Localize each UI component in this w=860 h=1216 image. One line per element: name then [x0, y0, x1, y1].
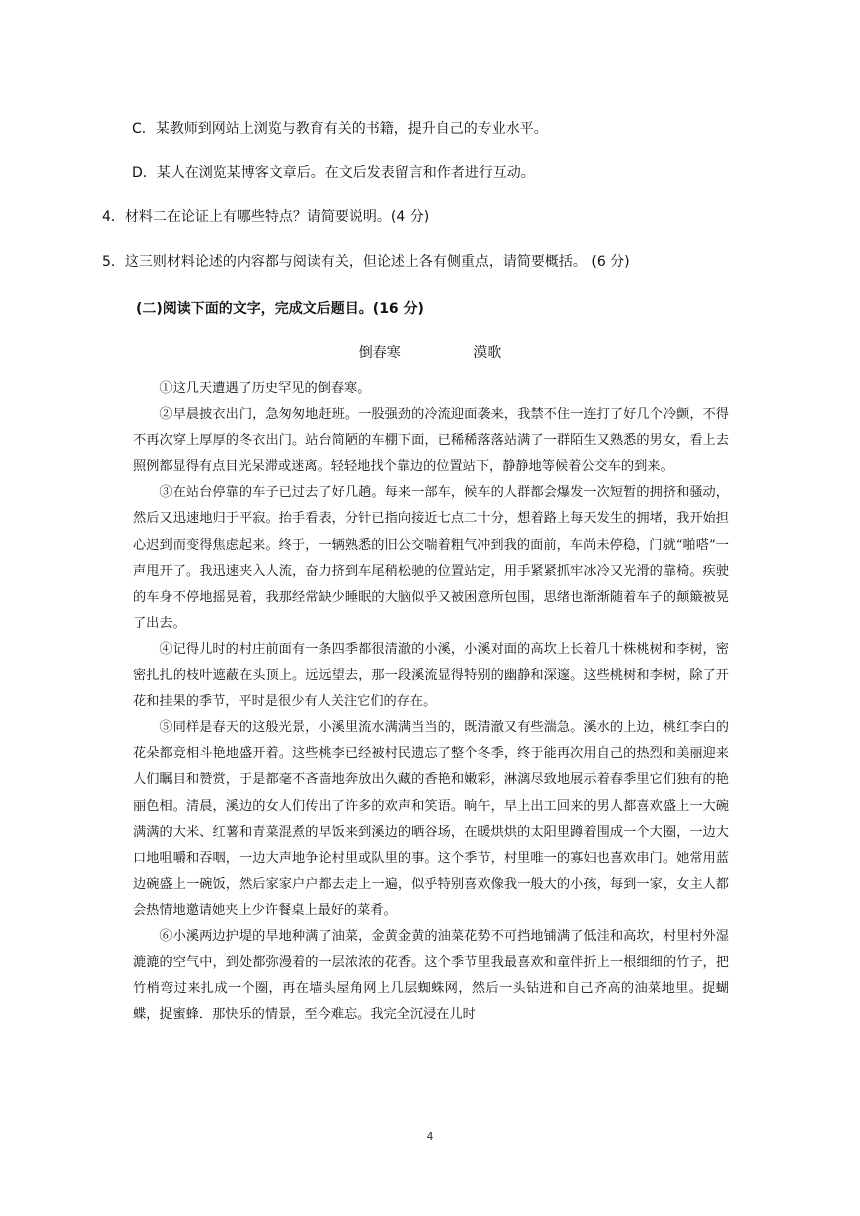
article-header [0, 343, 860, 363]
page-number: 4 [426, 1130, 434, 1143]
article-paragraph-2: ②早晨披衣出门，急匆匆地赶班。一股强劲的冷流迎面袭来，我禁不住一连打了好几个冷颤，不得不再次穿上厚厚的冬衣出门。站台简陋的车棚下面，已稀稀落落站满了一群陌生又熟悉的男女，看上去照例都显得有点目光呆滞或迷离。轻轻地找个靠边的位置站下，静静地等候着公交车的到来。 [133, 407, 729, 475]
section-heading: (二)阅读下面的文字，完成文后题目。(16 分) [136, 301, 424, 317]
article-paragraph-6: ⑥小溪两边护堤的旱地种满了油菜，金黄金黄的油菜花势不可挡地铺满了低洼和高坎，村里村外湿漉漉的空气中，到处都弥漫着的一层浓浓的花香。这个季节里我最喜欢和童伴折上一根细细的竹子，把竹梢弯过来扎成一个圈，再在墙头屋角网上几层蜘蛛网，然后一头钻进和自己齐高的油菜地里。捉蝴蝶，捉蜜蜂．那快乐的情景，至今难忘。我完全沉浸在儿时 [133, 928, 729, 1023]
question-4: 4．材料二在论证上有哪些特点？请简要说明。(4 分) [102, 209, 430, 225]
article-author: 漠歌 [473, 345, 502, 361]
article-title: 倒春寒 [358, 345, 401, 361]
article-paragraph-5: ⑤同样是春天的这般光景，小溪里流水满满当当的，既清澈又有些湍急。溪水的上边，桃红李白的花朵都竞相斗艳地盛开着。这些桃李已经被村民遗忘了整个冬季，终于能再次用自己的热烈和美丽迎来人们瞩目和赞赏，于是都毫不吝啬地奔放出久藏的香艳和嫩彩，淋漓尽致地展示着春季里它们独有的艳丽色相。清晨，溪边的女人们传出了许多的欢声和笑语。晌午，早上出工回来的男人都喜欢盛上一大碗满满的大米、红薯和青菜混煮的早饭来到溪边的晒谷场，在暖烘烘的太阳里蹲着围成一个大圈，一边大口地咀嚼和吞咽，一边大声地争论村里或队里的事。这个季节，村里唯一的寡妇也喜欢串门。她常用蓝边碗盛上一碗饭，然后家家户户都去走上一遍，似乎特别喜欢像我一般大的小孩，每到一家，女主人都会热情地邀请她夹上少许餐桌上最好的菜肴。 [133, 720, 729, 918]
option-c: C．某教师到网站上浏览与教育有关的书籍，提升自己的专业水平。 [132, 121, 548, 137]
article-body [133, 376, 729, 1028]
option-d: D．某人在浏览某博客文章后。在文后发表留言和作者进行互动。 [132, 165, 535, 181]
article-paragraph-3: ③在站台停靠的车子已过去了好几趟。每来一部车，候车的人群都会爆发一次短暂的拥挤和骚动，然后又迅速地归于平寂。抬手看表，分针已指向接近七点二十分，想着路上每天发生的拥堵，我开始担心迟到而变得焦虑起来。终于，一辆熟悉的旧公交喘着粗气冲到我的面前，车尚未停稳，门就“啪嗒”一声甩开了。我迅速夹入人流，奋力挤到车尾稍松驰的位置站定，用手紧紧抓牢冰冷又光滑的靠椅。疾驶的车身不停地摇晃着，我那经常缺少睡眠的大脑似乎又被困意所包围，思绪也渐渐随着车子的颠簸被晃了出去。 [133, 485, 729, 631]
article-paragraph-1: ①这几天遭遇了历史罕见的倒春寒。 [159, 381, 371, 396]
article-paragraph-4: ④记得儿时的村庄前面有一条四季都很清澈的小溪，小溪对面的高坎上长着几十株桃树和李树，密密扎扎的枝叶遮蔽在头顶上。远远望去，那一段溪流显得特别的幽静和深邃。这些桃树和李树，除了开花和挂果的季节，平时是很少有人关注它们的存在。 [133, 641, 729, 710]
question-5: 5．这三则材料论述的内容都与阅读有关，但论述上各有侧重点，请简要概括。 (6 分) [102, 254, 630, 270]
